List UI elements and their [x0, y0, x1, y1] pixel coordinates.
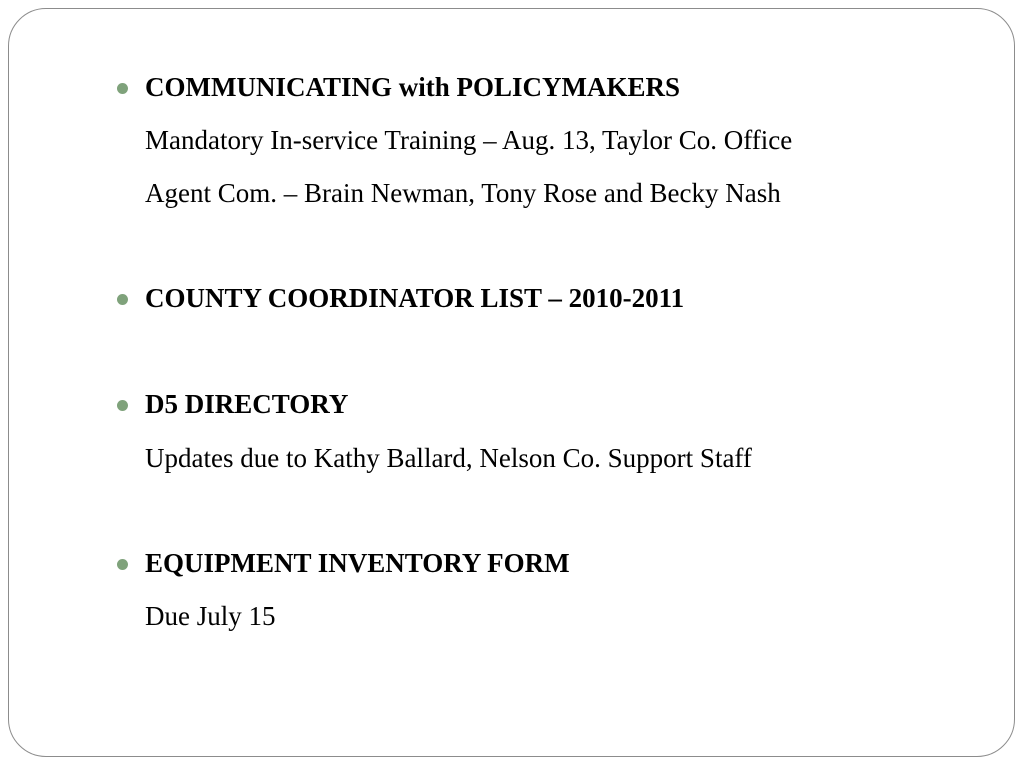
item-detail-due-date: Due July 15	[145, 601, 276, 631]
slide-frame	[8, 8, 1015, 757]
item-heading-county-coordinator: COUNTY COORDINATOR LIST – 2010-2011	[145, 283, 685, 313]
bullet-icon	[117, 559, 128, 570]
bullet-icon	[117, 400, 128, 411]
item-detail-training: Mandatory In-service Training – Aug. 13, Taylor Co. Office	[145, 125, 793, 155]
item-heading-d5-directory: D5 DIRECTORY	[145, 389, 349, 419]
item-heading-communicating: COMMUNICATING with POLICYMAKERS	[145, 72, 681, 102]
item-detail-updates: Updates due to Kathy Ballard, Nelson Co. Support Staff	[145, 443, 752, 473]
item-heading-equipment: EQUIPMENT INVENTORY FORM	[145, 548, 570, 578]
bullet-icon	[117, 83, 128, 94]
item-detail-agent-com: Agent Com. – Brain Newman, Tony Rose and Becky Nash	[145, 178, 781, 208]
bullet-icon	[117, 294, 128, 305]
slide-content	[9, 9, 1014, 756]
